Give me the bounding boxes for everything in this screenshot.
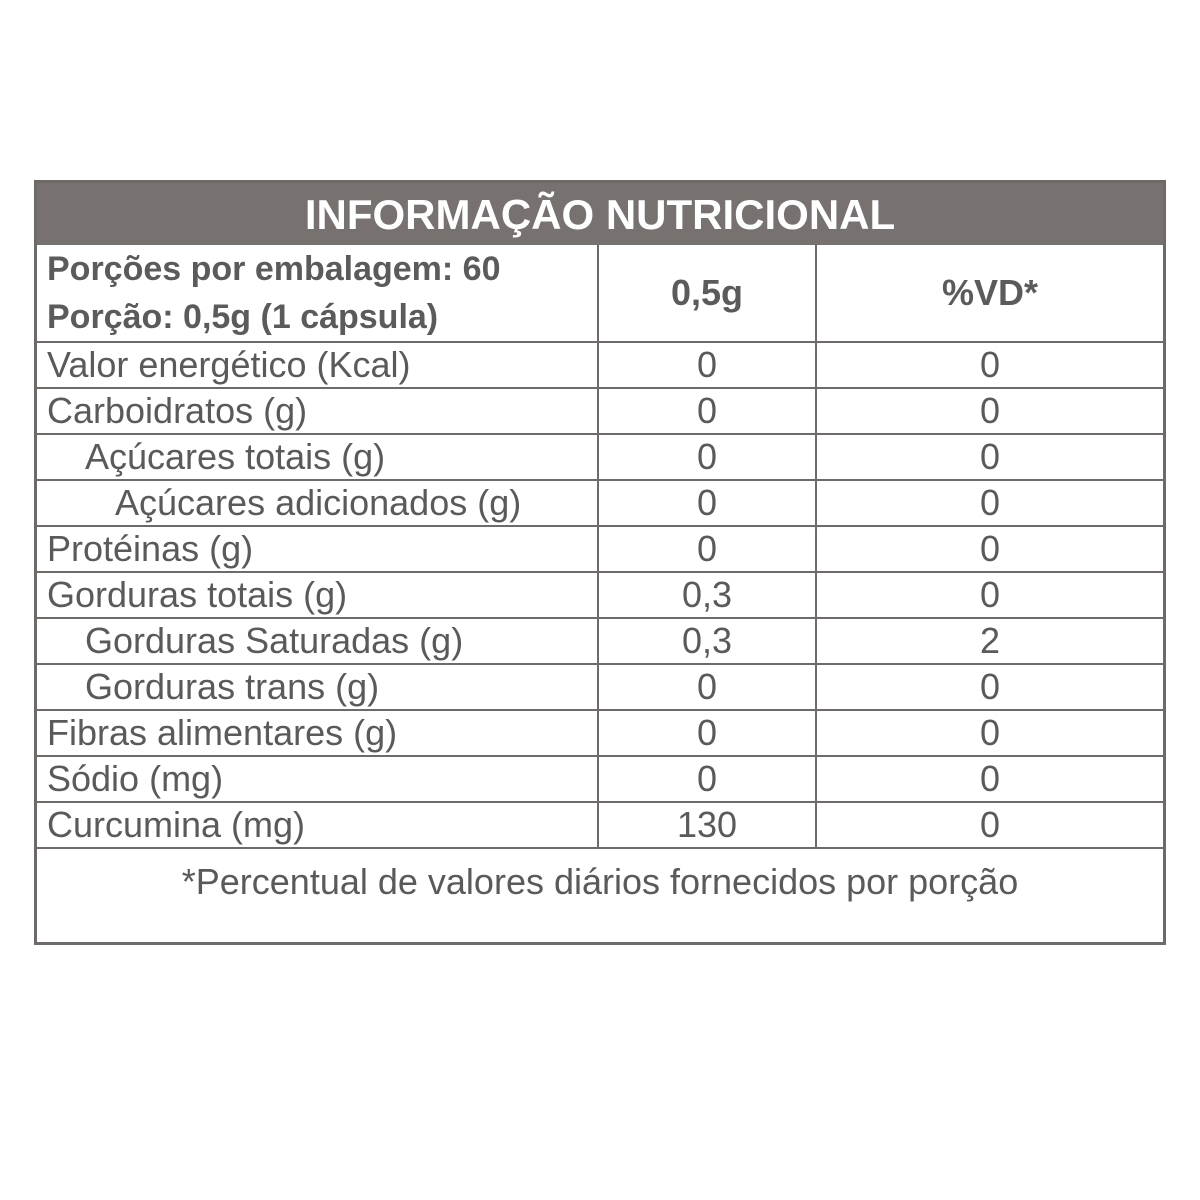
nutrient-name: Fibras alimentares (g) xyxy=(37,710,598,756)
nutrient-dv: 0 xyxy=(816,710,1163,756)
nutrient-amount: 0 xyxy=(598,342,816,388)
table-row xyxy=(37,526,1163,572)
table-row xyxy=(37,434,1163,480)
nutrient-dv: 0 xyxy=(816,342,1163,388)
table-row xyxy=(37,756,1163,802)
nutrient-dv: 0 xyxy=(816,480,1163,526)
nutrient-dv: 0 xyxy=(816,664,1163,710)
nutrient-amount: 0,3 xyxy=(598,618,816,664)
serving-header-row xyxy=(37,245,1163,342)
portion-size: Porção: 0,5g (1 cápsula) xyxy=(47,298,439,336)
nutrient-dv: 0 xyxy=(816,388,1163,434)
nutrient-amount: 0 xyxy=(598,434,816,480)
nutrient-name: Gorduras Saturadas (g) xyxy=(37,618,598,664)
nutrient-name: Valor energético (Kcal) xyxy=(37,342,598,388)
nutrient-amount: 130 xyxy=(598,802,816,848)
table-row xyxy=(37,342,1163,388)
nutrient-amount: 0,3 xyxy=(598,572,816,618)
nutrient-name: Curcumina (mg) xyxy=(37,802,598,848)
nutrient-amount: 0 xyxy=(598,388,816,434)
nutrition-table xyxy=(37,245,1163,915)
table-row xyxy=(37,388,1163,434)
table-row xyxy=(37,480,1163,526)
nutrition-table-body xyxy=(37,245,1163,915)
nutrient-name: Protéinas (g) xyxy=(37,526,598,572)
table-row xyxy=(37,664,1163,710)
footnote: *Percentual de valores diários fornecidos por porção xyxy=(37,848,1163,915)
nutrient-dv: 0 xyxy=(816,802,1163,848)
nutrient-dv: 2 xyxy=(816,618,1163,664)
nutrient-dv: 0 xyxy=(816,572,1163,618)
serving-info-cell xyxy=(37,245,598,342)
portions-per-package: Porções por embalagem: 60 xyxy=(47,250,501,288)
footnote-row xyxy=(37,848,1163,915)
dv-column-header: %VD* xyxy=(816,245,1163,342)
nutrient-name: Açúcares totais (g) xyxy=(37,434,598,480)
nutrient-name: Gorduras totais (g) xyxy=(37,572,598,618)
nutrient-name: Sódio (mg) xyxy=(37,756,598,802)
amount-column-header: 0,5g xyxy=(598,245,816,342)
nutrient-amount: 0 xyxy=(598,756,816,802)
nutrient-dv: 0 xyxy=(816,756,1163,802)
nutrition-title: INFORMAÇÃO NUTRICIONAL xyxy=(37,183,1163,245)
nutrition-facts-panel xyxy=(34,180,1166,945)
table-row xyxy=(37,572,1163,618)
nutrient-name: Carboidratos (g) xyxy=(37,388,598,434)
nutrient-amount: 0 xyxy=(598,664,816,710)
nutrient-amount: 0 xyxy=(598,526,816,572)
nutrient-name: Açúcares adicionados (g) xyxy=(37,480,598,526)
nutrient-name: Gorduras trans (g) xyxy=(37,664,598,710)
nutrient-amount: 0 xyxy=(598,710,816,756)
nutrient-dv: 0 xyxy=(816,434,1163,480)
table-row xyxy=(37,618,1163,664)
nutrient-amount: 0 xyxy=(598,480,816,526)
table-row xyxy=(37,710,1163,756)
nutrient-dv: 0 xyxy=(816,526,1163,572)
table-row xyxy=(37,802,1163,848)
